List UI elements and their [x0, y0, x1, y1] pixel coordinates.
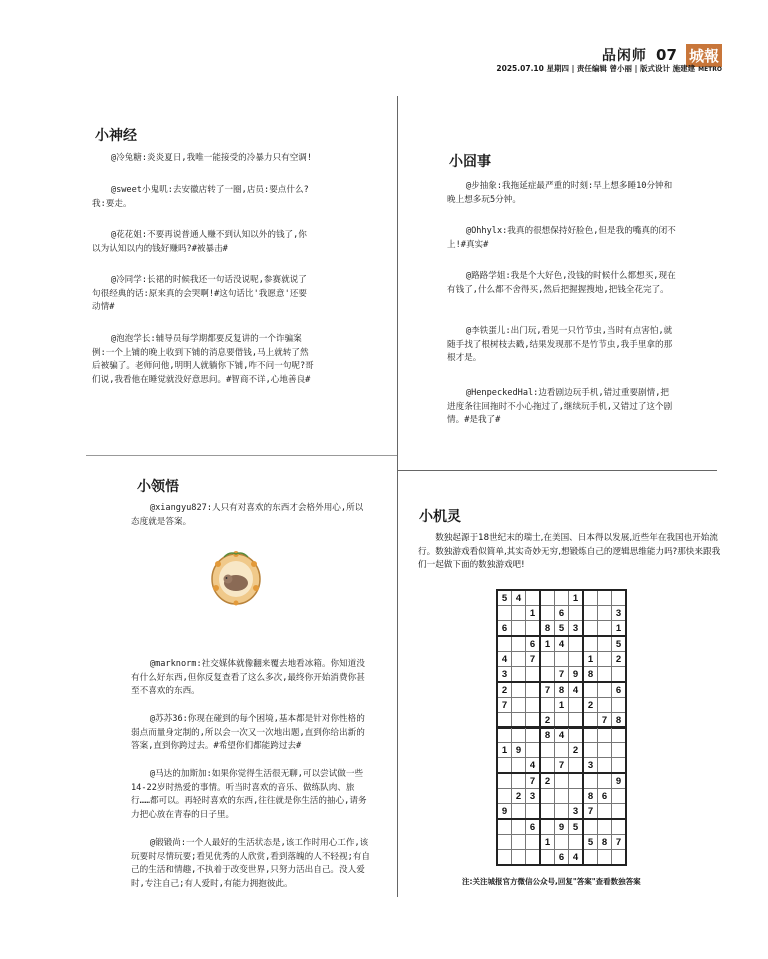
sudoku-1-cell: 5	[612, 636, 627, 652]
sudoku-1-cell: 8	[540, 621, 555, 637]
sudoku-1-row	[497, 652, 626, 667]
section-title-shenjing: 小神经	[95, 128, 137, 144]
sudoku-2-cell	[612, 850, 627, 866]
sudoku-1-cell	[512, 621, 526, 637]
sudoku-1-cell	[569, 606, 584, 621]
sudoku-2-cell	[598, 743, 612, 758]
sudoku-1-row	[497, 590, 626, 606]
sudoku-2-cell	[497, 850, 512, 866]
sudoku-1-row	[497, 682, 626, 698]
sudoku-1-cell: 1	[612, 621, 627, 637]
post-lingwu-5: @锻锻尚:一个人最好的生活状态是,该工作时用心工作,该玩要时尽情玩要;看见优秀的人欣赏,看到落魄的人不轻视;有自己的生活和情趣,不执着于改变世界,只努力活出自己。没人爱时,专注自己;有人爱时,有能力拥抱彼此。	[131, 838, 370, 889]
sudoku-1-cell	[598, 606, 612, 621]
post-lingwu-4: @马达的加斯加:如果你觉得生活很无聊,可以尝试做一些14-22岁时热爱的事情。听当时喜欢的音乐、做练队肉、旅行……都可以。再轻时喜欢的东西,往往就是你生活的抽心,请务力把心放在青春的日子里。	[131, 769, 367, 820]
sudoku-2-cell	[526, 835, 541, 850]
sudoku-1-row	[497, 667, 626, 683]
sudoku-2-cell	[497, 789, 512, 804]
sudoku-1-cell	[612, 667, 627, 683]
sudoku-2-row	[497, 773, 626, 789]
sudoku-2-cell	[497, 819, 512, 835]
sudoku-1-cell: 4	[497, 652, 512, 667]
sudoku-1-cell	[512, 698, 526, 713]
sudoku-1-row	[497, 698, 626, 713]
sudoku-1-cell: 6	[555, 606, 569, 621]
sudoku-2-cell: 4	[555, 727, 569, 743]
sudoku-2-cell	[512, 850, 526, 866]
sudoku-2-cell	[512, 758, 526, 774]
sudoku-2-row	[497, 727, 626, 743]
sudoku-2-cell	[555, 789, 569, 804]
sudoku-1-cell: 6	[526, 636, 541, 652]
answer-note: 注:关注城报官方微信公众号,回复"答案"查看数独答案	[462, 877, 641, 886]
sudoku-1-cell	[526, 621, 541, 637]
sudoku-1-cell	[526, 667, 541, 683]
sudoku-1-cell	[583, 682, 598, 698]
sudoku-2-cell: 8	[540, 727, 555, 743]
sudoku-1-cell	[540, 667, 555, 683]
sudoku-2-cell	[583, 727, 598, 743]
sudoku-2-cell: 9	[612, 773, 627, 789]
sudoku-2-cell	[569, 727, 584, 743]
sudoku-1-cell: 4	[555, 636, 569, 652]
sudoku-2-cell: 7	[583, 804, 598, 820]
column-divider	[397, 96, 398, 897]
sudoku-1-cell	[583, 590, 598, 606]
sudoku-2-row	[497, 743, 626, 758]
sudoku-2-row	[497, 804, 626, 820]
sudoku-1-cell: 2	[583, 698, 598, 713]
sudoku-1-cell	[569, 636, 584, 652]
post-jiongshi-3: @路路学姐:我是个大好色,没钱的时候什么都想买,现在有钱了,什么都不舍得买,然后把握握搜地,把钱全花完了。	[447, 271, 676, 295]
sudoku-1-cell: 7	[555, 667, 569, 683]
post-jiongshi-1: @步抽象:我拖延症最严重的时刻:早上想多睡10分钟和晚上想多玩5分钟。	[447, 181, 673, 205]
sudoku-1-cell: 4	[512, 590, 526, 606]
sudoku-2-row	[497, 758, 626, 774]
sudoku-grid-1	[496, 589, 627, 729]
section-title-jiling: 小机灵	[419, 509, 461, 525]
sudoku-2-cell: 8	[583, 789, 598, 804]
sudoku-1-cell	[512, 606, 526, 621]
sudoku-2-cell	[555, 804, 569, 820]
sudoku-2-row	[497, 850, 626, 866]
sudoku-2-cell: 2	[540, 773, 555, 789]
post-shenjing-5: @泡泡学长:辅导员每学期都要反复讲的一个诈骗案例:一个上铺的晚上收到下铺的消息要借钱,马上就转了然后被骗了。老师问他,明明人就躺你下铺,咋不问一句呢?哥们说,我看他在睡觉就没好意思问。#智商不详,心地善良#	[92, 334, 314, 385]
sudoku-2-cell	[598, 804, 612, 820]
sudoku-2-cell: 6	[555, 850, 569, 866]
post-shenjing-2: @sweet小鬼叽:去安徽店转了一圈,店员:要点什么?我:要走。	[92, 185, 309, 209]
sudoku-1-cell	[497, 636, 512, 652]
sudoku-1-cell	[583, 636, 598, 652]
sudoku-2-cell	[540, 743, 555, 758]
sudoku-1-cell	[526, 698, 541, 713]
sudoku-1-cell	[512, 652, 526, 667]
post-shenjing-3: @花花姐:不要再说普通人赚不到认知以外的钱了,你以为认知以内的钱好赚吗?#被暴击#	[92, 230, 307, 254]
sudoku-2-cell: 5	[583, 835, 598, 850]
sudoku-1-cell	[526, 682, 541, 698]
sudoku-1-cell	[512, 682, 526, 698]
sudoku-2-cell: 7	[555, 758, 569, 774]
sudoku-2-cell	[526, 743, 541, 758]
sudoku-2-cell: 3	[526, 789, 541, 804]
sudoku-2-cell	[598, 773, 612, 789]
sudoku-1-cell: 1	[555, 698, 569, 713]
sudoku-2-cell	[612, 743, 627, 758]
post-jiongshi-5: @HenpeckedHal:边看剧边玩手机,错过重要剧情,把进度条往回拖时不小心拖过了,继续玩手机,又错过了这个剧情。#是我了#	[447, 388, 673, 425]
sudoku-1-cell: 8	[583, 667, 598, 683]
sudoku-2-cell	[583, 773, 598, 789]
sudoku-1-cell	[612, 590, 627, 606]
sudoku-1-cell	[598, 698, 612, 713]
sudoku-2-cell	[598, 850, 612, 866]
sudoku-1-cell	[598, 667, 612, 683]
sudoku-2-cell	[512, 727, 526, 743]
sudoku-1-cell	[555, 652, 569, 667]
sudoku-2-cell	[583, 743, 598, 758]
sudoku-2-cell	[612, 758, 627, 774]
sudoku-2-cell	[526, 804, 541, 820]
sudoku-1-cell: 8	[555, 682, 569, 698]
sudoku-1-cell: 6	[497, 621, 512, 637]
sudoku-1-cell	[583, 621, 598, 637]
sudoku-2-cell	[512, 804, 526, 820]
sudoku-intro: 数独起源于18世纪末的瑞士,在美国、日本得以发展,近些年在我国也开始流行。数独游戏看似简单,其实奇妙无穷,想锻炼自己的逻辑思维能力吗?那快来跟我们一起做下面的数独游戏吧!	[418, 533, 721, 570]
sudoku-1-cell	[598, 621, 612, 637]
newspaper-logo: 城報	[686, 44, 722, 67]
sudoku-2-cell	[497, 773, 512, 789]
sudoku-1-cell	[569, 698, 584, 713]
sudoku-2-cell	[612, 727, 627, 743]
sudoku-1-cell	[598, 590, 612, 606]
sudoku-2-cell	[512, 835, 526, 850]
sudoku-1-row	[497, 636, 626, 652]
sudoku-1-cell: 6	[612, 682, 627, 698]
post-jiongshi-2: @Ohhylx:我真的很想保持好脸色,但是我的嘴真的闭不上!#真实#	[447, 226, 676, 250]
sudoku-2-cell: 7	[526, 773, 541, 789]
sudoku-2-cell	[540, 789, 555, 804]
sudoku-1-cell	[598, 636, 612, 652]
sudoku-2-cell	[569, 758, 584, 774]
sudoku-2-cell	[612, 819, 627, 835]
sudoku-grid-2	[496, 726, 627, 866]
sudoku-1-cell	[526, 590, 541, 606]
left-section-divider	[86, 455, 397, 456]
sudoku-2-cell: 3	[583, 758, 598, 774]
sudoku-2-cell	[540, 804, 555, 820]
sudoku-2-cell	[555, 835, 569, 850]
post-jiongshi-4: @李铁蛋儿:出门玩,看见一只竹节虫,当时有点害怕,就随手找了根树枝去戳,结果发现那不是竹节虫,我手里拿的那根才是。	[447, 326, 673, 363]
page-number: 07	[656, 46, 677, 64]
sudoku-1-cell	[540, 606, 555, 621]
sudoku-2-cell: 6	[598, 789, 612, 804]
sudoku-2-cell	[569, 773, 584, 789]
sudoku-2-cell	[598, 727, 612, 743]
sudoku-2-cell: 1	[540, 835, 555, 850]
sudoku-1-cell	[583, 606, 598, 621]
sudoku-1-cell: 4	[569, 682, 584, 698]
sudoku-2-cell	[555, 743, 569, 758]
sudoku-1-cell: 5	[497, 590, 512, 606]
sudoku-2-cell: 2	[569, 743, 584, 758]
sudoku-1-cell: 1	[583, 652, 598, 667]
sudoku-2-cell	[526, 727, 541, 743]
sudoku-1-cell: 2	[540, 713, 555, 729]
sudoku-1-cell: 5	[555, 621, 569, 637]
sudoku-2-cell	[497, 758, 512, 774]
sudoku-2-cell	[569, 789, 584, 804]
sudoku-1-cell: 3	[497, 667, 512, 683]
sudoku-2-cell: 1	[497, 743, 512, 758]
sudoku-1-cell: 7	[497, 698, 512, 713]
sudoku-2-cell	[569, 835, 584, 850]
sudoku-2-cell: 8	[598, 835, 612, 850]
sudoku-1-cell: 3	[612, 606, 627, 621]
sudoku-2-cell: 9	[512, 743, 526, 758]
sudoku-2-cell: 4	[569, 850, 584, 866]
post-shenjing-4: @冷同学:长裙的时候我还一句话没说呢,参赛就说了句很经典的话:原来真的会哭啊!#这句话比'我愿意'还要动情#	[92, 275, 307, 312]
sudoku-2-row	[497, 789, 626, 804]
sudoku-2-cell	[512, 773, 526, 789]
sudoku-2-cell	[540, 850, 555, 866]
sudoku-1-cell: 1	[569, 590, 584, 606]
sudoku-2-cell: 9	[497, 804, 512, 820]
sudoku-1-cell: 9	[569, 667, 584, 683]
sudoku-2-cell: 7	[612, 835, 627, 850]
section-title-jiongshi: 小囧事	[449, 154, 491, 170]
sudoku-1-row	[497, 606, 626, 621]
sudoku-1-cell	[569, 652, 584, 667]
sudoku-2-cell	[540, 819, 555, 835]
sudoku-1-cell: 7	[526, 652, 541, 667]
sudoku-2-cell	[612, 789, 627, 804]
sudoku-2-row	[497, 835, 626, 850]
sudoku-2-cell: 3	[569, 804, 584, 820]
sudoku-1-cell	[497, 606, 512, 621]
sudoku-2-cell	[598, 758, 612, 774]
sudoku-1-cell	[540, 652, 555, 667]
post-lingwu-2: @marknorm:社交媒体就像翻来覆去地看冰箱。你知道没有什么好东西,但你反复查看了这么多次,最终你开始消费你甚至不喜欢的东西。	[131, 659, 365, 696]
sudoku-2-cell	[526, 850, 541, 866]
sudoku-1-cell	[555, 590, 569, 606]
sudoku-1-cell: 1	[526, 606, 541, 621]
sudoku-2-cell: 5	[569, 819, 584, 835]
sudoku-2-row	[497, 819, 626, 835]
section-title-lingwu: 小领悟	[137, 479, 179, 495]
sudoku-2-cell	[497, 727, 512, 743]
editor-meta-text: 2025.07.10 星期四 | 责任编辑 曾小丽 | 版式设计 施建建	[496, 64, 696, 73]
sudoku-1-cell: 3	[569, 621, 584, 637]
sudoku-1-cell	[512, 667, 526, 683]
sudoku-1-cell	[540, 590, 555, 606]
sudoku-2-cell	[612, 804, 627, 820]
sudoku-2-cell	[497, 835, 512, 850]
sudoku-1-cell	[598, 682, 612, 698]
sudoku-1-row	[497, 621, 626, 637]
right-section-divider	[397, 470, 717, 471]
sudoku-1-cell: 1	[540, 636, 555, 652]
sudoku-1-cell	[612, 698, 627, 713]
post-lingwu-1: @xiangyu827:人只有对喜欢的东西才会格外用心,所以态度就是答案。	[131, 503, 364, 527]
sudoku-2-cell	[540, 758, 555, 774]
sudoku-2-cell: 2	[512, 789, 526, 804]
sudoku-2-cell: 4	[526, 758, 541, 774]
sudoku-2-cell	[555, 773, 569, 789]
sudoku-2-cell	[598, 819, 612, 835]
post-shenjing-1: @冷兔糖:炎炎夏日,我唯一能接受的冷暴力只有空调!	[110, 153, 313, 163]
metro-label: METRO	[698, 66, 722, 73]
post-lingwu-3: @苏苏36:你现在碰到的每个困境,基本都是针对你性格的弱点而量身定制的,所以会一次又一次地出题,直到你给出新的答案,直到你跨过去。#希望你们都能跨过去#	[131, 714, 365, 751]
sudoku-1-cell	[512, 636, 526, 652]
sudoku-1-cell: 2	[497, 682, 512, 698]
section-name: 品闲师	[601, 48, 647, 64]
sudoku-2-cell	[583, 819, 598, 835]
sudoku-2-cell	[583, 850, 598, 866]
sudoku-2-cell: 6	[526, 819, 541, 835]
sudoku-1-cell: 7	[598, 713, 612, 729]
sudoku-1-cell: 2	[612, 652, 627, 667]
sudoku-1-cell	[598, 652, 612, 667]
sudoku-1-cell	[540, 698, 555, 713]
sudoku-1-cell: 8	[612, 713, 627, 729]
sudoku-1-cell: 7	[540, 682, 555, 698]
sudoku-2-cell	[512, 819, 526, 835]
basket-illustration	[210, 548, 262, 606]
sudoku-2-cell: 9	[555, 819, 569, 835]
editor-meta	[496, 63, 722, 74]
